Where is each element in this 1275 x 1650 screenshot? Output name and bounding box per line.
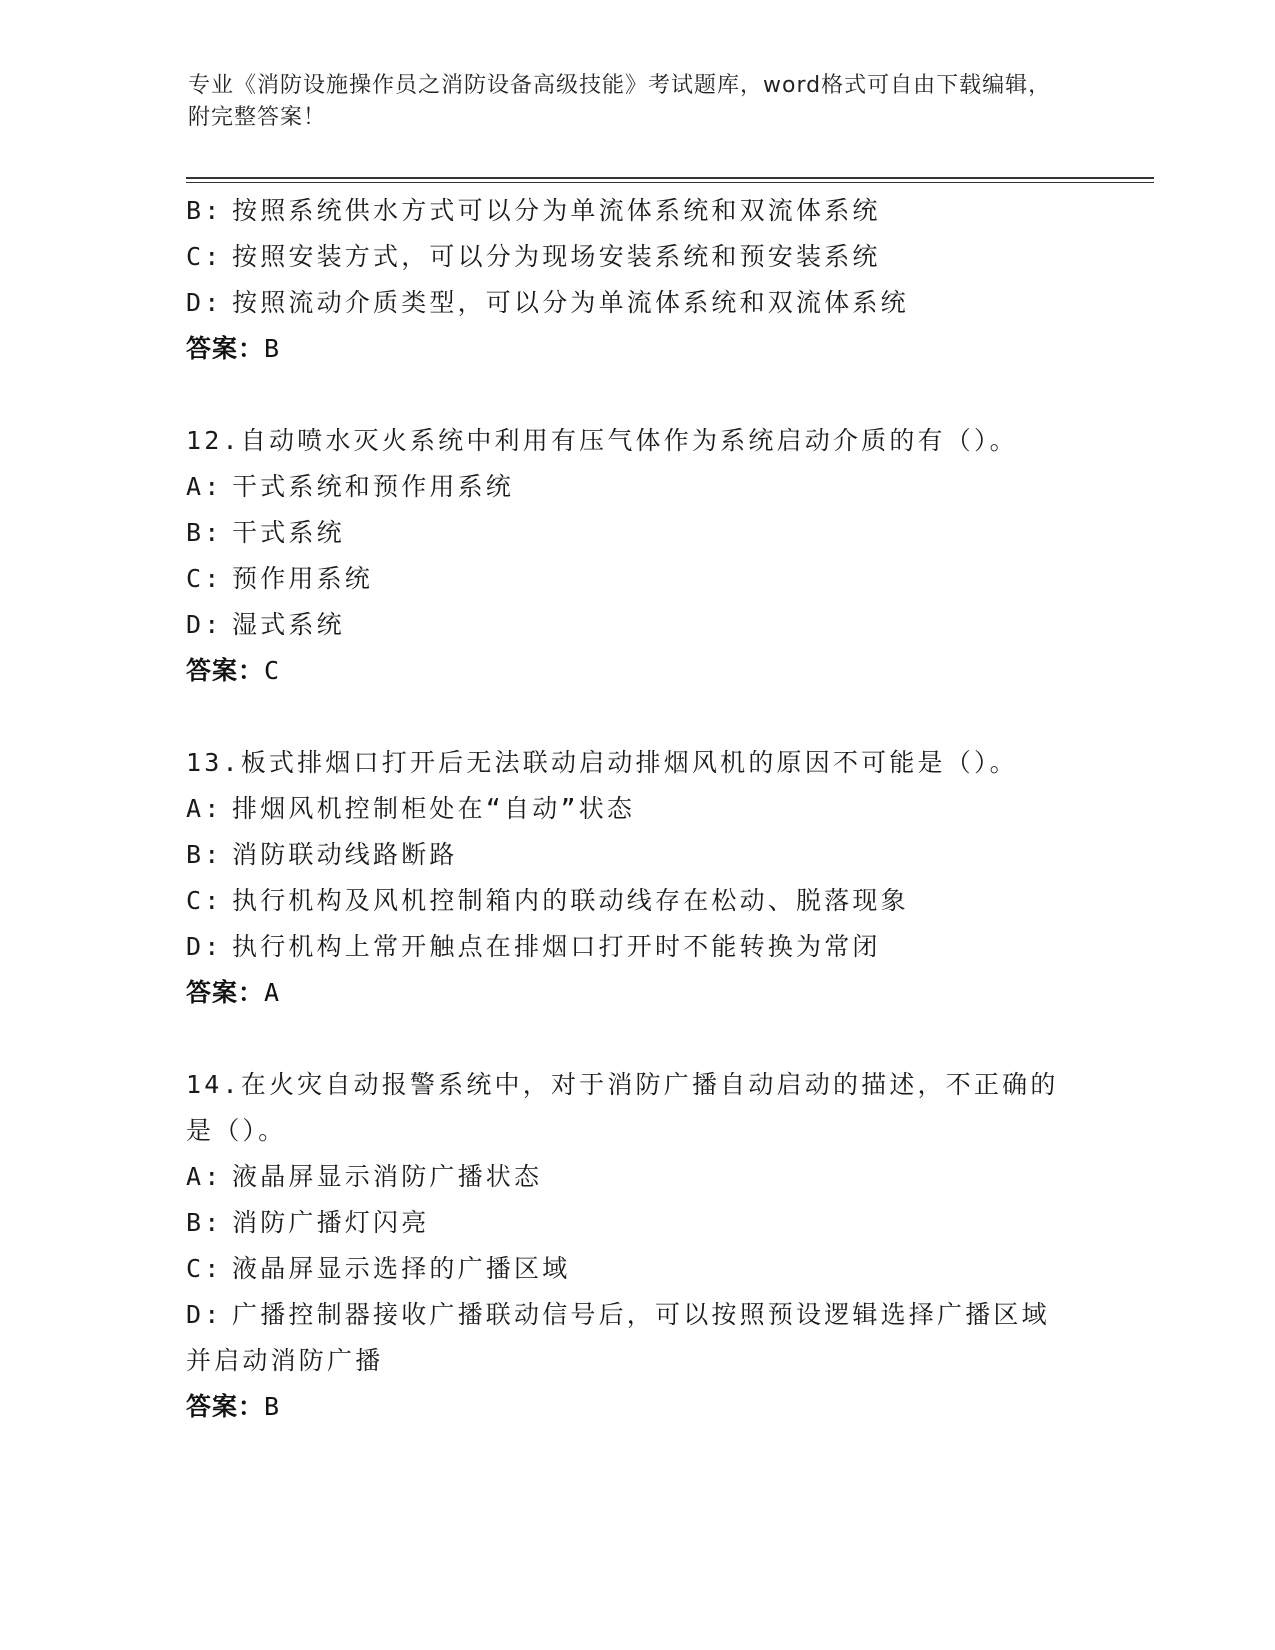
option-key: A: (186, 472, 223, 501)
option-c (186, 556, 1086, 602)
answer-label: 答案： (186, 978, 265, 1007)
answer-label: 答案： (186, 656, 265, 685)
answer (186, 970, 1086, 1016)
question-13 (186, 740, 1086, 1016)
answer-label: 答案： (186, 1392, 265, 1421)
option-text: 广播控制器接收广播联动信号后，可以按照预设逻辑选择广播区域并启动消防广播 (186, 1300, 1050, 1375)
option-c (186, 878, 1086, 924)
option-b (186, 510, 1086, 556)
option-a (186, 786, 1086, 832)
answer-value: B (264, 334, 281, 363)
option-key: B: (186, 518, 223, 547)
question-14 (186, 1062, 1086, 1430)
answer-value: C (264, 656, 281, 685)
option-text: 湿式系统 (232, 610, 345, 639)
option-d (186, 1292, 1066, 1384)
option-key: C: (186, 1254, 223, 1283)
option-key: D: (186, 288, 223, 317)
option-key: B: (186, 1208, 223, 1237)
option-text: 按照流动介质类型，可以分为单流体系统和双流体系统 (232, 288, 909, 317)
option-b (186, 1200, 1086, 1246)
option-d (186, 924, 1086, 970)
option-b (186, 832, 1086, 878)
document-header: 专业《消防设施操作员之消防设备高级技能》考试题库，word格式可自由下载编辑，附完整答案！ (188, 73, 1052, 130)
option-key: D: (186, 610, 223, 639)
option-text: 按照系统供水方式可以分为单流体系统和双流体系统 (232, 196, 881, 225)
option-c (186, 234, 1086, 280)
option-text: 预作用系统 (232, 564, 374, 593)
answer (186, 326, 1086, 372)
question-title: 12.自动喷水灭火系统中利用有压气体作为系统启动介质的有（）。 (186, 426, 1018, 455)
option-text: 按照安装方式，可以分为现场安装系统和预安装系统 (232, 242, 881, 271)
option-text: 消防广播灯闪亮 (232, 1208, 430, 1237)
option-c (186, 1246, 1086, 1292)
option-text: 干式系统 (232, 518, 345, 547)
answer-value: A (264, 978, 281, 1007)
question-list (186, 188, 1086, 1430)
option-key: D: (186, 1300, 223, 1329)
answer-label: 答案： (186, 334, 265, 363)
option-text: 液晶屏显示消防广播状态 (232, 1162, 543, 1191)
option-key: B: (186, 196, 223, 225)
question-title: 13.板式排烟口打开后无法联动启动排烟风机的原因不可能是（）。 (186, 748, 1018, 777)
option-text: 消防联动线路断路 (232, 840, 458, 869)
option-key: A: (186, 1162, 223, 1191)
question-title: 14.在火灾自动报警系统中，对于消防广播自动启动的描述，不正确的是（）。 (186, 1070, 1059, 1145)
question-12 (186, 418, 1086, 694)
option-d (186, 280, 1086, 326)
option-a (186, 1154, 1086, 1200)
answer (186, 1384, 1086, 1430)
option-text: 执行机构上常开触点在排烟口打开时不能转换为常闭 (232, 932, 881, 961)
header-rule-thin (186, 182, 1154, 183)
option-text: 排烟风机控制柜处在“自动”状态 (232, 794, 636, 823)
option-key: C: (186, 564, 223, 593)
option-a (186, 464, 1086, 510)
option-key: C: (186, 242, 223, 271)
option-text: 执行机构及风机控制箱内的联动线存在松动、脱落现象 (232, 886, 909, 915)
option-key: C: (186, 886, 223, 915)
answer (186, 648, 1086, 694)
option-key: A: (186, 794, 223, 823)
option-key: D: (186, 932, 223, 961)
answer-value: B (264, 1392, 281, 1421)
option-d (186, 602, 1086, 648)
option-text: 液晶屏显示选择的广播区域 (232, 1254, 571, 1283)
option-b (186, 188, 1086, 234)
option-key: B: (186, 840, 223, 869)
option-text: 干式系统和预作用系统 (232, 472, 515, 501)
question-11 (186, 188, 1086, 372)
header-rule-thick (186, 177, 1154, 179)
